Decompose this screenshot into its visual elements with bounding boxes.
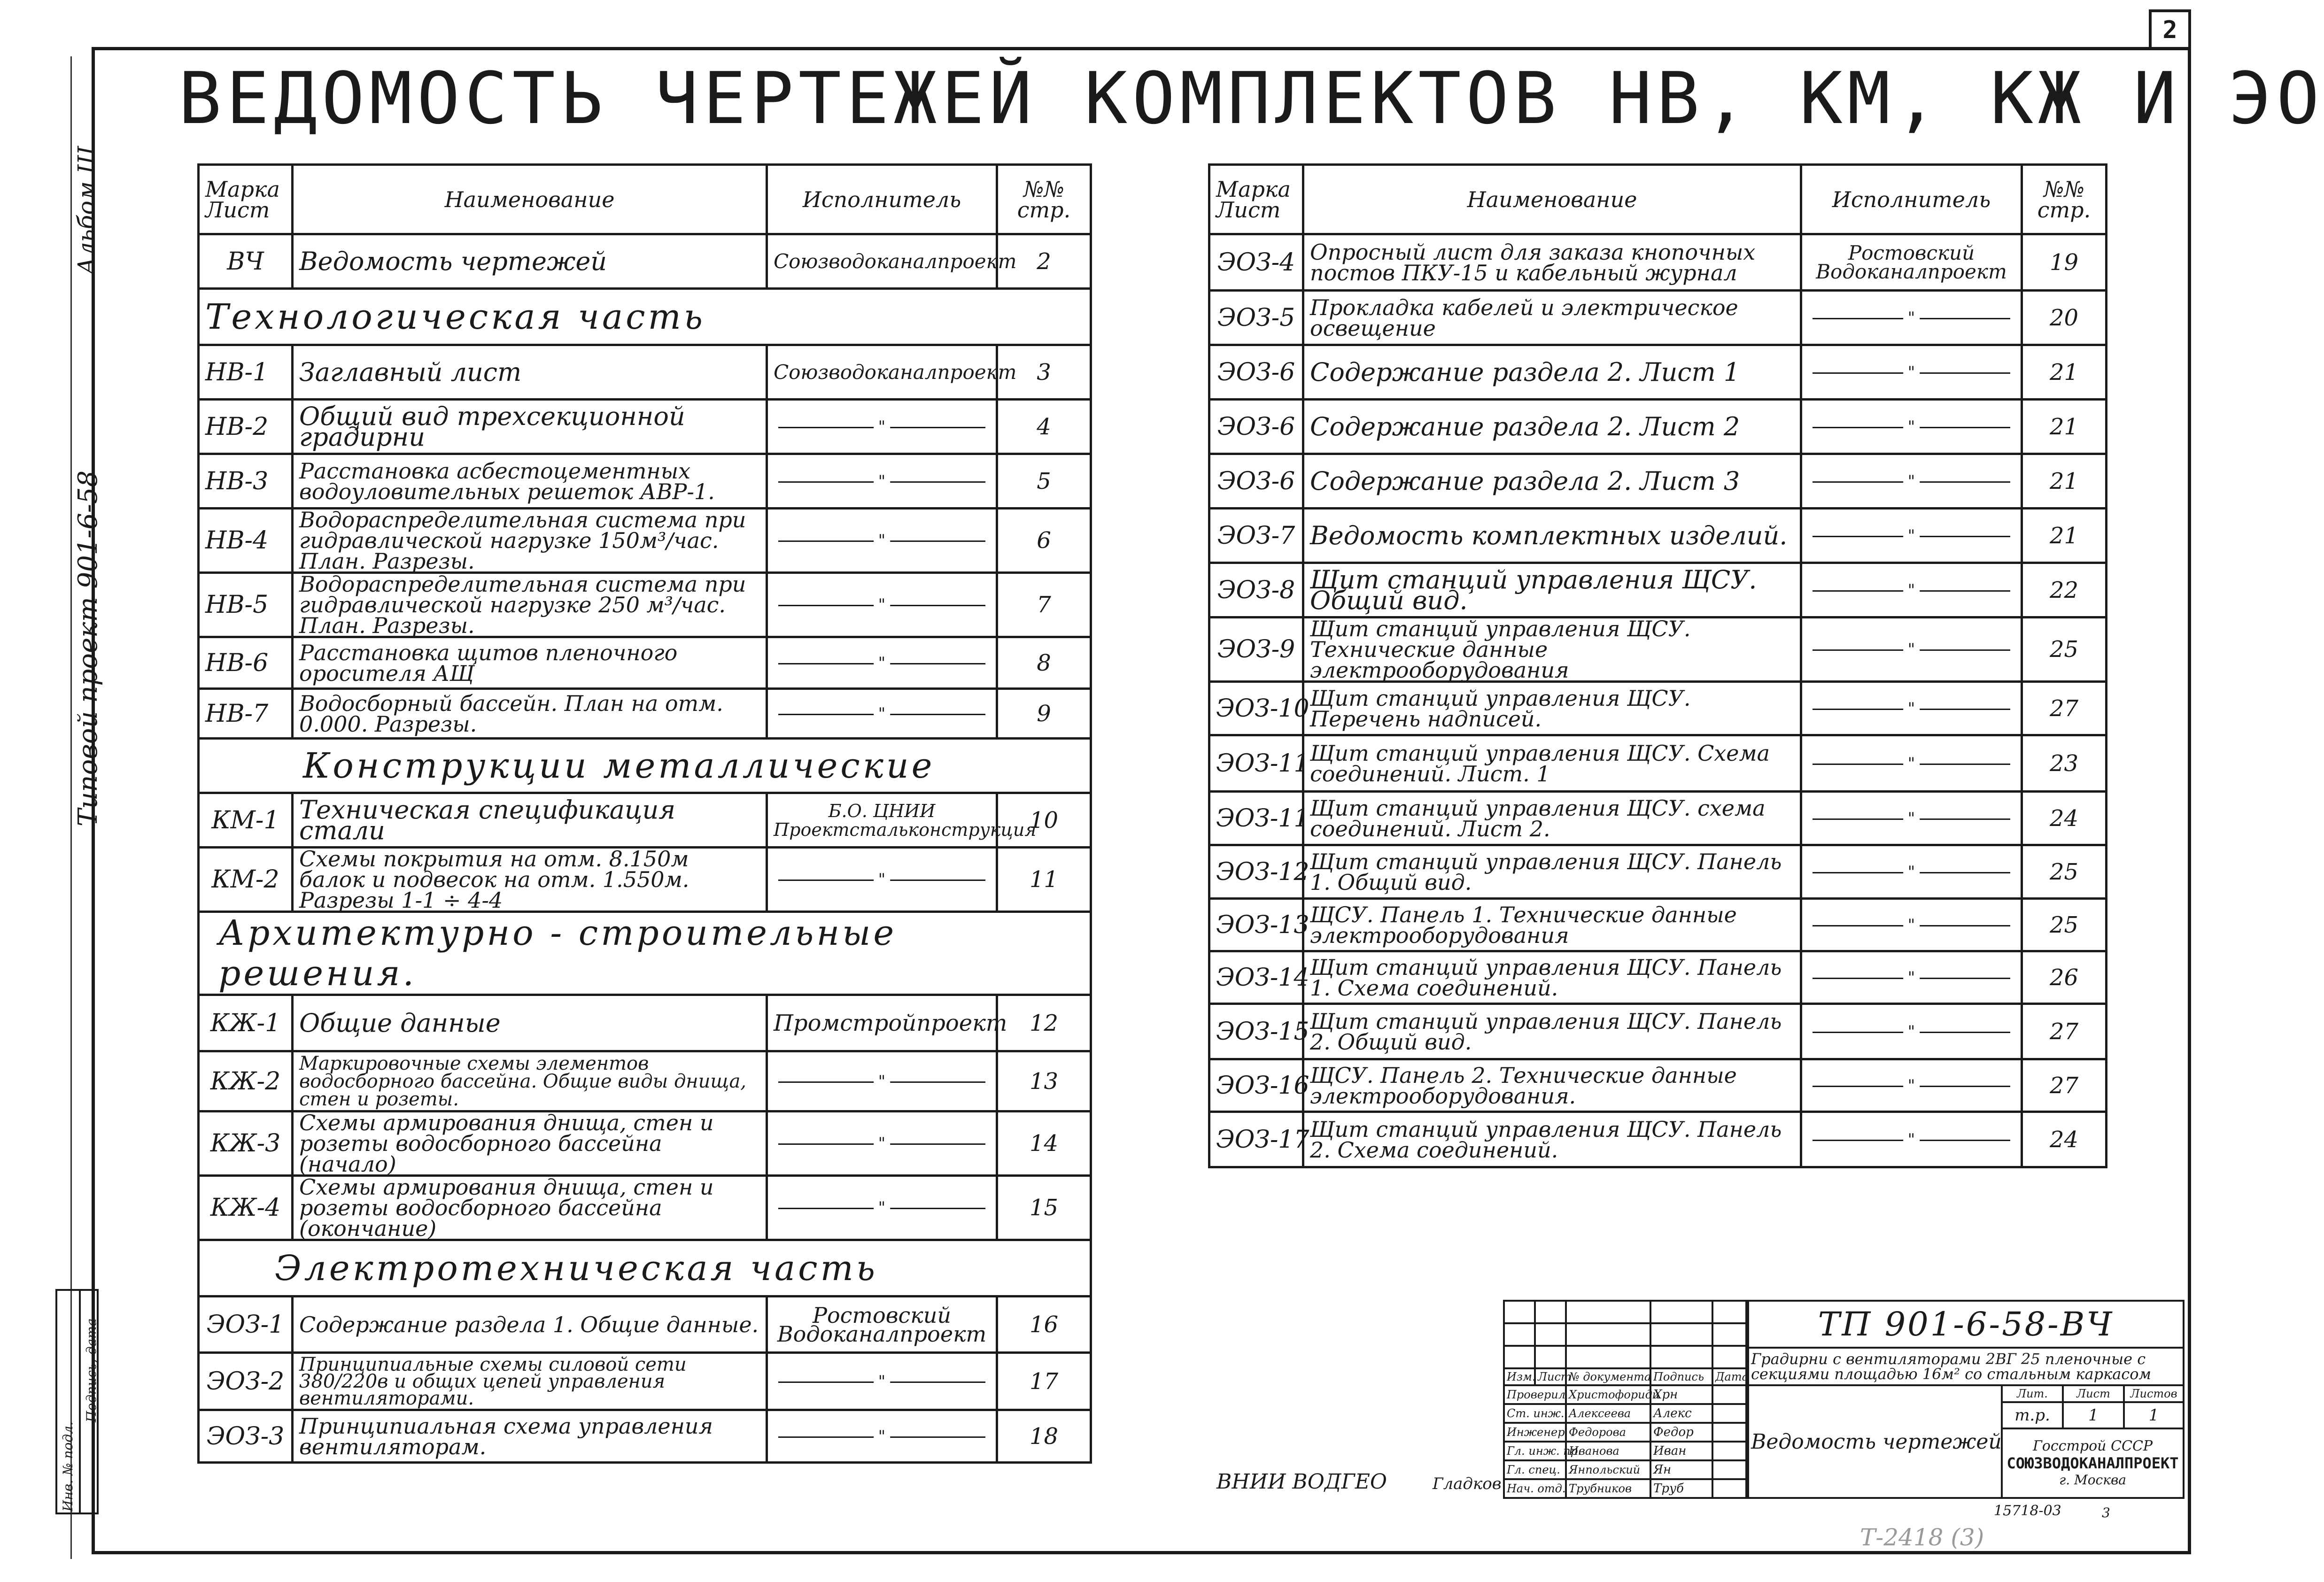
side-album-label: Альбом III bbox=[73, 146, 100, 275]
row-name: Щит станций управления ЩСУ. Технические данные электрооборудования bbox=[1303, 617, 1801, 682]
table-row bbox=[1209, 1004, 2107, 1059]
header-name: Наименование bbox=[293, 165, 767, 234]
table-row bbox=[1209, 617, 2107, 682]
row-page: 2 bbox=[997, 234, 1091, 289]
section-title-km: Конструкции металлические bbox=[199, 739, 1091, 793]
row-page: 27 bbox=[2022, 682, 2107, 735]
row-mark: ЭОЗ-13 bbox=[1209, 899, 1303, 951]
row-page: 27 bbox=[2022, 1059, 2107, 1112]
row-mark: НВ-2 bbox=[199, 400, 293, 454]
table-row bbox=[1209, 735, 2107, 792]
stamp-lit-label: Лит. bbox=[2002, 1385, 2063, 1402]
row-page: 7 bbox=[997, 573, 1091, 637]
col-sign: Подпись bbox=[1650, 1368, 1712, 1385]
stamp-person-name: Федорова bbox=[1566, 1423, 1650, 1442]
stamp-org3: г. Москва bbox=[2059, 1472, 2126, 1488]
row-name: Содержание раздела 2. Лист 3 bbox=[1303, 454, 1801, 509]
stamp-signature: Федор bbox=[1650, 1423, 1712, 1442]
row-name: Водораспределительная система при гидравлической нагрузке 150м³/час. План. Разрезы. bbox=[293, 509, 767, 573]
row-executor-ditto: " bbox=[767, 637, 997, 689]
header-name: Наименование bbox=[1303, 165, 1801, 234]
row-executor-ditto: " bbox=[1801, 454, 2022, 509]
row-name: Общий вид трехсекционной градирни bbox=[293, 400, 767, 454]
stamp-person-row bbox=[1504, 1479, 1746, 1498]
stamp-list-label: Лист bbox=[2063, 1385, 2124, 1402]
stamp-list-value: 1 bbox=[2063, 1402, 2124, 1428]
row-executor-ditto: " bbox=[1801, 400, 2022, 454]
table-row bbox=[199, 689, 1091, 739]
stamp-role: Нач. отд. bbox=[1504, 1479, 1566, 1498]
row-page: 14 bbox=[997, 1111, 1091, 1176]
table-row bbox=[1209, 1112, 2107, 1167]
stamp-person-row bbox=[1504, 1385, 1746, 1404]
row-name: Щит станций управления ЩСУ. Схема соединений. Лист. 1 bbox=[1303, 735, 1801, 792]
table-header bbox=[199, 165, 1091, 234]
table-header bbox=[1209, 165, 2107, 234]
row-executor-ditto: " bbox=[767, 1410, 997, 1463]
row-mark: ЭОЗ-9 bbox=[1209, 617, 1303, 682]
col-date: Дата bbox=[1712, 1368, 1746, 1385]
header-executor: Исполнитель bbox=[1801, 165, 2022, 234]
row-executor-ditto: " bbox=[1801, 563, 2022, 617]
row-executor-ditto: " bbox=[1801, 682, 2022, 735]
stamp-role: Гл. спец. bbox=[1504, 1460, 1566, 1479]
row-page: 23 bbox=[2022, 735, 2107, 792]
header-mark: Марка Лист bbox=[1209, 165, 1303, 234]
row-page: 20 bbox=[2022, 291, 2107, 345]
row-name: Заглавный лист bbox=[293, 345, 767, 400]
row-name: Содержание раздела 1. Общие данные. bbox=[293, 1296, 767, 1353]
stamp-person-name: Иванова bbox=[1566, 1442, 1650, 1460]
row-name: Щит станций управления ЩСУ. схема соединений. Лист 2. bbox=[1303, 792, 1801, 845]
row-name: Водосборный бассейн. План на отм. 0.000. Разрезы. bbox=[293, 689, 767, 739]
col-doc: № документа bbox=[1566, 1368, 1650, 1385]
stamp-person-name: Христофориди bbox=[1566, 1385, 1650, 1404]
row-mark: ЭОЗ-6 bbox=[1209, 400, 1303, 454]
row-executor-ditto: " bbox=[1801, 1112, 2022, 1167]
row-mark: НВ-7 bbox=[199, 689, 293, 739]
row-executor-ditto: " bbox=[1801, 792, 2022, 845]
row-executor-ditto: " bbox=[1801, 735, 2022, 792]
row-page: 8 bbox=[997, 637, 1091, 689]
row-mark: ЭОЗ-12 bbox=[1209, 845, 1303, 899]
stamp-sheet-title: Ведомость чертежей bbox=[1748, 1385, 2002, 1498]
row-name: Принципиальные схемы силовой сети 380/220в и общих цепей управления вентиляторами. bbox=[293, 1353, 767, 1410]
row-name: Схемы покрытия на отм. 8.150м балок и подвесок на отм. 1.550м. Разрезы 1-1 ÷ 4-4 bbox=[293, 848, 767, 912]
row-name: Опросный лист для заказа кнопочных постов ПКУ-15 и кабельный журнал bbox=[1303, 234, 1801, 291]
table-row bbox=[199, 637, 1091, 689]
table-row bbox=[1209, 509, 2107, 563]
row-name: Щит станций управления ЩСУ. Панель 1. Общий вид. bbox=[1303, 845, 1801, 899]
stamp-person-row bbox=[1504, 1404, 1746, 1423]
stamp-org1: Госстрой СССР bbox=[2032, 1438, 2153, 1454]
row-name: Маркировочные схемы элементов водосборного бассейна. Общие виды днища, стен и розеты. bbox=[293, 1051, 767, 1111]
row-page: 18 bbox=[997, 1410, 1091, 1463]
col-izm: Изм. bbox=[1504, 1368, 1535, 1385]
row-page: 25 bbox=[2022, 899, 2107, 951]
row-page: 19 bbox=[2022, 234, 2107, 291]
title-block-stamp bbox=[1503, 1300, 2183, 1497]
table-row bbox=[199, 1296, 1091, 1353]
row-name: Щит станций управления ЩСУ. Перечень надписей. bbox=[1303, 682, 1801, 735]
row-name: Ведомость чертежей bbox=[293, 234, 767, 289]
stamp-date bbox=[1712, 1423, 1746, 1442]
stamp-date bbox=[1712, 1404, 1746, 1423]
row-name: Щит станций управления ЩСУ. Панель 2. Общий вид. bbox=[1303, 1004, 1801, 1059]
side-project-label: Типовой проект 901-6-58 bbox=[73, 470, 103, 826]
row-executor: Союзводоканалпроект bbox=[767, 234, 997, 289]
header-page: №№ стр. bbox=[997, 165, 1091, 234]
stamp-date bbox=[1712, 1460, 1746, 1479]
strip-label-inv: Инв. № подл. bbox=[60, 1421, 76, 1512]
row-name: ЩСУ. Панель 2. Технические данные электрооборудования. bbox=[1303, 1059, 1801, 1112]
stamp-signature: Хрн bbox=[1650, 1385, 1712, 1404]
row-page: 24 bbox=[2022, 792, 2107, 845]
row-executor-ditto: " bbox=[1801, 845, 2022, 899]
row-mark: ЭОЗ-15 bbox=[1209, 1004, 1303, 1059]
row-page: 26 bbox=[2022, 951, 2107, 1004]
table-row bbox=[1209, 845, 2107, 899]
row-name: Водораспределительная система при гидравлической нагрузке 250 м³/час. План. Разрезы. bbox=[293, 573, 767, 637]
row-executor: Ростовский Водоканалпроект bbox=[767, 1296, 997, 1353]
order-number: 15718-03 bbox=[1994, 1503, 2061, 1519]
row-name: Щит станций управления ЩСУ. Панель 1. Схема соединений. bbox=[1303, 951, 1801, 1004]
row-mark: ЭОЗ-11 bbox=[1209, 735, 1303, 792]
row-page: 3 bbox=[997, 345, 1091, 400]
page-number: 2 bbox=[2149, 9, 2191, 48]
row-mark: КЖ-3 bbox=[199, 1111, 293, 1176]
table-row bbox=[1209, 400, 2107, 454]
row-mark: ЭОЗ-10 bbox=[1209, 682, 1303, 735]
row-mark: ЭОЗ-11 bbox=[1209, 792, 1303, 845]
row-page: 11 bbox=[997, 848, 1091, 912]
row-page: 21 bbox=[2022, 509, 2107, 563]
row-mark: НВ-6 bbox=[199, 637, 293, 689]
row-executor-ditto: " bbox=[767, 509, 997, 573]
row-name: Расстановка асбестоцементных водоуловительных решеток АВР-1. bbox=[293, 454, 767, 509]
vnii-label: ВНИИ ВОДГЕО bbox=[1216, 1470, 1387, 1494]
row-page: 5 bbox=[997, 454, 1091, 509]
row-mark: ЭОЗ-2 bbox=[199, 1353, 293, 1410]
row-page: 21 bbox=[2022, 400, 2107, 454]
stamp-code: ТП 901-6-58-ВЧ bbox=[1748, 1301, 2184, 1348]
row-executor: Ростовский Водоканалпроект bbox=[1801, 234, 2022, 291]
row-executor-ditto: " bbox=[767, 1051, 997, 1111]
stamp-person-row bbox=[1504, 1423, 1746, 1442]
row-page: 22 bbox=[2022, 563, 2107, 617]
row-name: Прокладка кабелей и электрическое освещение bbox=[1303, 291, 1801, 345]
row-name: Схемы армирования днища, стен и розеты водосборного бассейна (окончание) bbox=[293, 1176, 767, 1240]
stamp-signature: Труб bbox=[1650, 1479, 1712, 1498]
stamp-date bbox=[1712, 1442, 1746, 1460]
table-row bbox=[199, 793, 1091, 848]
row-mark: ЭОЗ-1 bbox=[199, 1296, 293, 1353]
right-register-table bbox=[1208, 163, 2107, 1168]
stamp-date bbox=[1712, 1385, 1746, 1404]
section-row bbox=[199, 1240, 1091, 1296]
row-executor-ditto: " bbox=[1801, 617, 2022, 682]
row-name: Общие данные bbox=[293, 995, 767, 1051]
table-row bbox=[1209, 454, 2107, 509]
section-title-kzh: Архитектурно - строительные решения. bbox=[199, 912, 1091, 995]
stamp-person-name: Янпольский bbox=[1566, 1460, 1650, 1479]
strip-cell-sign bbox=[80, 1290, 98, 1513]
row-mark: КМ-2 bbox=[199, 848, 293, 912]
row-executor-ditto: " bbox=[767, 689, 997, 739]
row-executor-ditto: " bbox=[767, 1353, 997, 1410]
table-row bbox=[1209, 563, 2107, 617]
stamp-person-name: Трубников bbox=[1566, 1479, 1650, 1498]
stamp-listov-value: 1 bbox=[2124, 1402, 2184, 1428]
row-executor-ditto: " bbox=[1801, 1004, 2022, 1059]
row-mark: ЭОЗ-6 bbox=[1209, 454, 1303, 509]
row-page: 21 bbox=[2022, 454, 2107, 509]
row-mark: ЭОЗ-8 bbox=[1209, 563, 1303, 617]
row-mark: КМ-1 bbox=[199, 793, 293, 848]
row-page: 6 bbox=[997, 509, 1091, 573]
row-executor-ditto: " bbox=[1801, 951, 2022, 1004]
row-page: 25 bbox=[2022, 845, 2107, 899]
row-page: 4 bbox=[997, 400, 1091, 454]
stamp-signature: Алекс bbox=[1650, 1404, 1712, 1423]
stamp-signature: Иван bbox=[1650, 1442, 1712, 1460]
col-list: Лист bbox=[1535, 1368, 1566, 1385]
stamp-listov-label: Листов bbox=[2124, 1385, 2184, 1402]
row-page: 27 bbox=[2022, 1004, 2107, 1059]
table-row bbox=[199, 1111, 1091, 1176]
header-page: №№ стр. bbox=[2022, 165, 2107, 234]
row-mark: ЭОЗ-6 bbox=[1209, 345, 1303, 400]
left-register-table bbox=[197, 163, 1092, 1464]
row-executor-ditto: " bbox=[767, 1111, 997, 1176]
stamp-role: Проверил bbox=[1504, 1385, 1566, 1404]
row-mark: НВ-5 bbox=[199, 573, 293, 637]
row-mark: ЭОЗ-17 bbox=[1209, 1112, 1303, 1167]
row-name: Техническая спецификация стали bbox=[293, 793, 767, 848]
stamp-lit-value: т.р. bbox=[2002, 1402, 2063, 1428]
row-mark: ЭОЗ-5 bbox=[1209, 291, 1303, 345]
section-row bbox=[199, 739, 1091, 793]
row-page: 13 bbox=[997, 1051, 1091, 1111]
row-mark: НВ-1 bbox=[199, 345, 293, 400]
header-mark: Марка Лист bbox=[199, 165, 293, 234]
row-executor: Союзводоканалпроект bbox=[767, 345, 997, 400]
row-page: 15 bbox=[997, 1176, 1091, 1240]
row-mark: ЭОЗ-4 bbox=[1209, 234, 1303, 291]
row-mark: НВ-3 bbox=[199, 454, 293, 509]
row-name: Щит станций управления ЩСУ. Общий вид. bbox=[1303, 563, 1801, 617]
row-name: ЩСУ. Панель 1. Технические данные электрооборудования bbox=[1303, 899, 1801, 951]
strip-cell-inv bbox=[56, 1290, 80, 1513]
row-executor-ditto: " bbox=[1801, 899, 2022, 951]
pencil-note: Т-2418 (3) bbox=[1860, 1524, 1984, 1551]
section-title-nv: Технологическая часть bbox=[199, 289, 1091, 345]
stamp-person-name: Алексеева bbox=[1566, 1404, 1650, 1423]
row-mark: КЖ-1 bbox=[199, 995, 293, 1051]
table-row bbox=[199, 1353, 1091, 1410]
section-row bbox=[199, 912, 1091, 995]
row-executor-ditto: " bbox=[767, 400, 997, 454]
row-page: 21 bbox=[2022, 345, 2107, 400]
table-row bbox=[199, 1410, 1091, 1463]
row-mark: КЖ-4 bbox=[199, 1176, 293, 1240]
table-row bbox=[1209, 682, 2107, 735]
row-mark: ЭОЗ-14 bbox=[1209, 951, 1303, 1004]
left-stamp-strip bbox=[55, 1289, 99, 1514]
row-name: Принципиальная схема управления вентиляторам. bbox=[293, 1410, 767, 1463]
table-row bbox=[199, 454, 1091, 509]
table-row bbox=[199, 1051, 1091, 1111]
table-row bbox=[1209, 899, 2107, 951]
row-page: 10 bbox=[997, 793, 1091, 848]
row-mark: ЭОЗ-3 bbox=[199, 1410, 293, 1463]
row-mark: КЖ-2 bbox=[199, 1051, 293, 1111]
header-executor: Исполнитель bbox=[767, 165, 997, 234]
stamp-signature-grid bbox=[1503, 1300, 1747, 1499]
table-row bbox=[199, 848, 1091, 912]
table-row bbox=[1209, 951, 2107, 1004]
order-number-2: 3 bbox=[2102, 1505, 2110, 1520]
table-row bbox=[199, 345, 1091, 400]
table-row bbox=[199, 573, 1091, 637]
stamp-role: Ст. инж. bbox=[1504, 1404, 1566, 1423]
row-executor-ditto: " bbox=[767, 573, 997, 637]
row-executor-ditto: " bbox=[767, 1176, 997, 1240]
row-mark: НВ-4 bbox=[199, 509, 293, 573]
row-mark: ВЧ bbox=[199, 234, 293, 289]
row-page: 17 bbox=[997, 1353, 1091, 1410]
row-page: 24 bbox=[2022, 1112, 2107, 1167]
stamp-org2: СОЮЗВОДОКАНАЛПРОЕКТ bbox=[2006, 1454, 2179, 1472]
stamp-person-row bbox=[1504, 1442, 1746, 1460]
table-row bbox=[199, 995, 1091, 1051]
stamp-role: Гл. инж. пр. bbox=[1504, 1442, 1566, 1460]
row-page: 16 bbox=[997, 1296, 1091, 1353]
row-page: 25 bbox=[2022, 617, 2107, 682]
row-page: 12 bbox=[997, 995, 1091, 1051]
stamp-info-grid bbox=[1747, 1300, 2185, 1499]
row-executor-ditto: " bbox=[767, 848, 997, 912]
row-executor: Б.О. ЦНИИ Проектстальконструкция bbox=[767, 793, 997, 848]
strip-label-sign: Подпись, дата bbox=[84, 1318, 99, 1422]
row-name: Схемы армирования днища, стен и розеты водосборного бассейна (начало) bbox=[293, 1111, 767, 1176]
table-row bbox=[199, 1176, 1091, 1240]
gladkov-label: Гладков bbox=[1433, 1474, 1502, 1493]
stamp-organization bbox=[2002, 1428, 2184, 1498]
row-mark: ЭОЗ-7 bbox=[1209, 509, 1303, 563]
table-row bbox=[199, 234, 1091, 289]
row-name: Содержание раздела 2. Лист 1 bbox=[1303, 345, 1801, 400]
page-title: ВЕДОМОСТЬ ЧЕРТЕЖЕЙ КОМПЛЕКТОВ НВ, КМ, КЖ И ЭО bbox=[178, 57, 2324, 140]
table-row bbox=[199, 400, 1091, 454]
stamp-people bbox=[1504, 1385, 1746, 1498]
row-mark: ЭОЗ-16 bbox=[1209, 1059, 1303, 1112]
row-executor-ditto: " bbox=[1801, 1059, 2022, 1112]
row-executor-ditto: " bbox=[1801, 291, 2022, 345]
row-executor-ditto: " bbox=[1801, 509, 2022, 563]
row-executor-ditto: " bbox=[767, 454, 997, 509]
stamp-date bbox=[1712, 1479, 1746, 1498]
table-row bbox=[1209, 345, 2107, 400]
section-title-eo: Электротехническая часть bbox=[199, 1240, 1091, 1296]
row-name: Расстановка щитов пленочного оросителя АЩ bbox=[293, 637, 767, 689]
row-page: 9 bbox=[997, 689, 1091, 739]
section-row bbox=[199, 289, 1091, 345]
right-table-body bbox=[1209, 234, 2107, 1167]
table-row bbox=[1209, 792, 2107, 845]
stamp-signature: Ян bbox=[1650, 1460, 1712, 1479]
stamp-role: Инженер bbox=[1504, 1423, 1566, 1442]
row-executor-ditto: " bbox=[1801, 345, 2022, 400]
table-row bbox=[1209, 291, 2107, 345]
stamp-description: Градирни с вентиляторами 2ВГ 25 пленочные с секциями площадью 16м² со стальным каркасом bbox=[1748, 1348, 2184, 1385]
row-executor: Промстройпроект bbox=[767, 995, 997, 1051]
table-row bbox=[1209, 1059, 2107, 1112]
table-row bbox=[1209, 234, 2107, 291]
stamp-person-row bbox=[1504, 1460, 1746, 1479]
table-row bbox=[199, 509, 1091, 573]
row-name: Ведомость комплектных изделий. bbox=[1303, 509, 1801, 563]
row-name: Содержание раздела 2. Лист 2 bbox=[1303, 400, 1801, 454]
row-name: Щит станций управления ЩСУ. Панель 2. Схема соединений. bbox=[1303, 1112, 1801, 1167]
